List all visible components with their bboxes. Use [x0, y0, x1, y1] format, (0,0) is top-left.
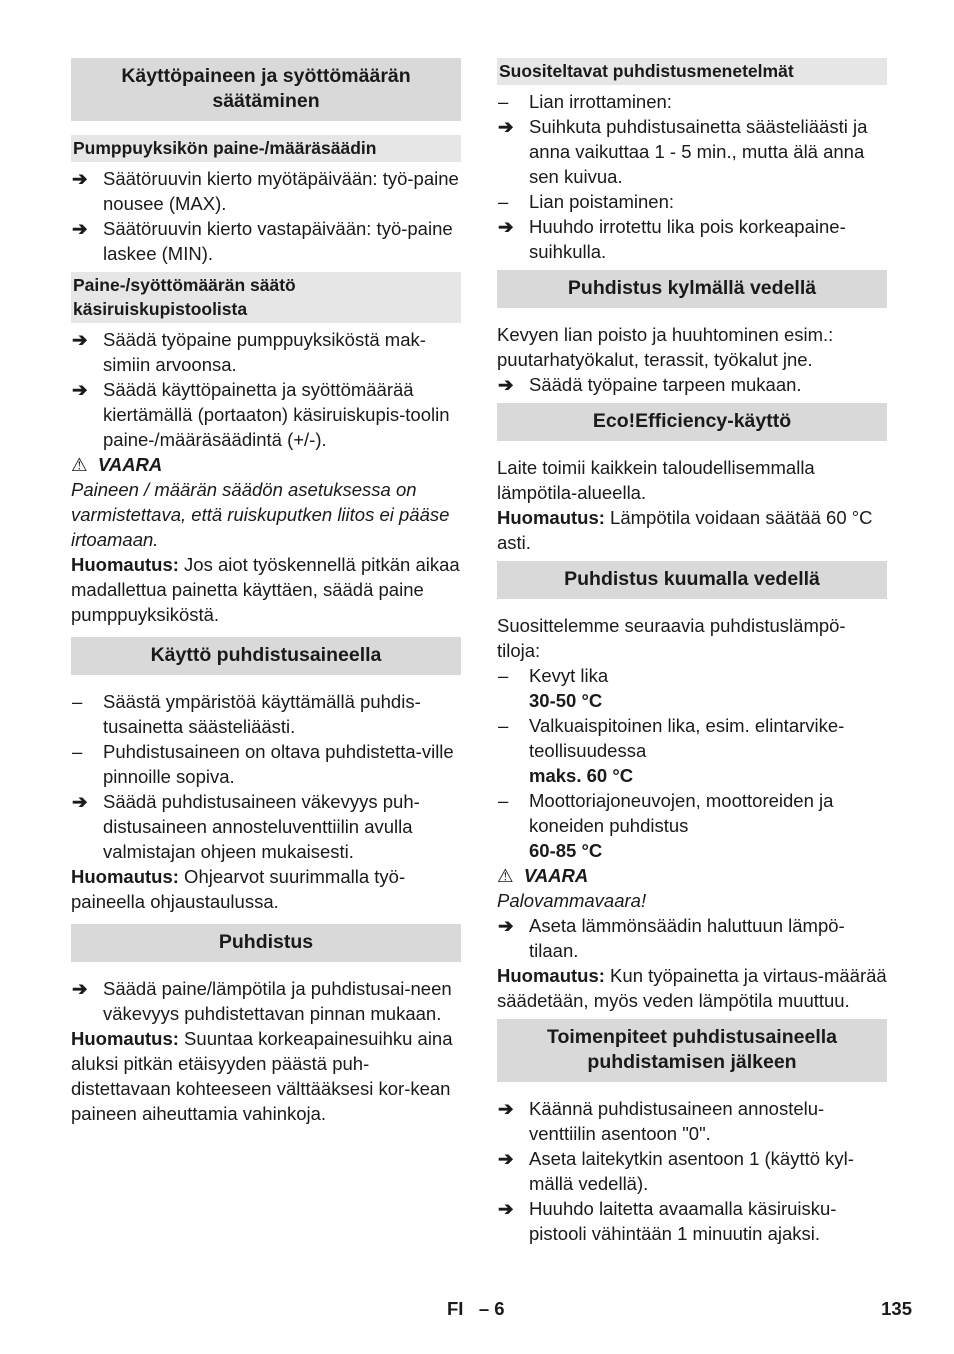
arrow-icon: ➔ — [72, 329, 88, 350]
list-item: ➔ Säädä paine/lämpötila ja puhdistusai-neen väkevyys puhdistettavan pinnan mukaan. — [72, 978, 452, 1024]
list-item: ➔ Säädä työpaine tarpeen mukaan. — [498, 374, 802, 395]
list-item: ➔ Suihkuta puhdistusainetta säästeliäästi ja anna vaikuttaa 1 - 5 min., mutta älä anna sen kuivua. — [498, 116, 868, 187]
arrow-icon: ➔ — [498, 116, 514, 137]
temperature-value: 30-50 °C — [529, 690, 603, 711]
note: Huomautus: Suuntaa korkeapainesuihku aina aluksi pitkän etäisyyden päästä puh-distettavaan kohteeseen välttääksesi kor-kean paineen aiheuttamia vahinkoja. — [71, 1028, 453, 1124]
list-item: ➔ Käännä puhdistusaineen annostelu-venttiilin asentoon "0". — [498, 1098, 825, 1144]
list-item: – Valkuaispitoinen lika, esim. elintarvike-teollisuudessa maks. 60 °C — [497, 713, 887, 788]
dash-marker: – — [498, 191, 509, 212]
warning-text: Paineen / määrän säädön asetuksessa on varmistettava, että ruiskuputken liitos ei pääse irtoamaan. — [71, 479, 450, 550]
arrow-icon: ➔ — [72, 168, 88, 189]
footer-language-page: FI – 6 — [447, 1298, 505, 1319]
list-item: – Puhdistusaineen on oltava puhdistetta-ville pinnoille sopiva. — [72, 741, 454, 787]
arrow-icon: ➔ — [72, 218, 88, 239]
list-item: ➔ Säätöruuvin kierto myötäpäivään: työ-paine nousee (MAX). — [72, 168, 459, 214]
paragraph: Laite toimii kaikkein taloudellisemmalla lämpötila-alueella. — [497, 457, 815, 503]
section-heading: Puhdistus kuumalla vedellä — [497, 561, 887, 599]
arrow-icon: ➔ — [498, 216, 514, 237]
list-item: ➔ Säätöruuvin kierto vastapäivään: työ-paine laskee (MIN). — [72, 218, 453, 264]
temperature-value: maks. 60 °C — [529, 765, 634, 786]
section-heading: Käyttöpaineen ja syöttömäärän säätäminen — [71, 58, 461, 121]
list-item: ➔ Aseta laitekytkin asentoon 1 (käyttö kyl-mällä vedellä). — [498, 1148, 854, 1194]
arrow-icon: ➔ — [72, 791, 88, 812]
dash-marker: – — [72, 741, 83, 762]
list-item: – Säästä ympäristöä käyttämällä puhdis-tusainetta säästeliäästi. — [72, 691, 421, 737]
right-column — [497, 58, 887, 1246]
section-heading: Käyttö puhdistusaineella — [71, 637, 461, 675]
section-heading: Toimenpiteet puhdistusaineella puhdistamisen jälkeen — [497, 1019, 887, 1082]
subsection-heading: Pumppuyksikön paine-/määräsäädin — [71, 135, 461, 162]
subsection-heading: Paine-/syöttömäärän säätö käsiruiskupistoolista — [71, 272, 461, 323]
subsection-heading: Suositeltavat puhdistusmenetelmät — [497, 58, 887, 85]
dash-marker: – — [498, 715, 509, 736]
dash-marker: – — [72, 691, 83, 712]
warning-label: ⚠ VAARA — [71, 454, 163, 475]
list-item: ➔ Säädä puhdistusaineen väkevyys puh-distusaineen annosteluventtiilin avulla valmistajan ohjeen mukaisesti. — [72, 791, 420, 862]
paragraph: Kevyen lian poisto ja huuhtominen esim.: puutarhatyökalut, terassit, työkalut jne. — [497, 324, 834, 370]
left-column — [71, 58, 461, 1126]
warning-triangle-icon: ⚠ — [71, 454, 88, 475]
note: Huomautus: Jos aiot työskennellä pitkän aikaa madallettua painetta käyttäen, säädä paine pumppuyksiköstä. — [71, 554, 460, 625]
list-item: – Kevyt lika 30-50 °C — [497, 663, 887, 713]
temperature-value: 60-85 °C — [529, 840, 603, 861]
list-item: ➔ Säädä työpaine pumppuyksiköstä mak-simiin arvoonsa. — [72, 329, 426, 375]
warning-triangle-icon: ⚠ — [497, 865, 514, 886]
list-item: ➔ Aseta lämmönsäädin haluttuun lämpö-tilaan. — [498, 915, 845, 961]
arrow-icon: ➔ — [498, 374, 514, 395]
section-heading: Puhdistus kylmällä vedellä — [497, 270, 887, 308]
dash-marker: – — [498, 91, 509, 112]
arrow-icon: ➔ — [498, 1098, 514, 1119]
list-item: ➔ Huuhdo irrotettu lika pois korkeapaine-suihkulla. — [498, 216, 846, 262]
note: Huomautus: Kun työpainetta ja virtaus-määrää säädetään, myös veden lämpötila muuttuu. — [497, 965, 887, 1011]
list-item: ➔ Säädä käyttöpainetta ja syöttömäärää kiertämällä (portaaton) käsiruiskupis-toolin paine-/määräsäädintä (+/-). — [72, 379, 450, 450]
arrow-icon: ➔ — [498, 1148, 514, 1169]
section-heading: Puhdistus — [71, 924, 461, 962]
arrow-icon: ➔ — [498, 1198, 514, 1219]
arrow-icon: ➔ — [498, 915, 514, 936]
dash-marker: – — [498, 790, 509, 811]
warning-label: ⚠ VAARA — [497, 865, 589, 886]
note: Huomautus: Ohjearvot suurimmalla työ-paineella ohjaustaulussa. — [71, 866, 406, 912]
dash-marker: – — [498, 665, 509, 686]
arrow-icon: ➔ — [72, 379, 88, 400]
arrow-icon: ➔ — [72, 978, 88, 999]
list-item: – Lian poistaminen: — [498, 191, 675, 212]
list-item: ➔ Huuhdo laitetta avaamalla käsiruisku-pistooli vähintään 1 minuutin ajaksi. — [498, 1198, 837, 1244]
section-heading: Eco!Efficiency-käyttö — [497, 403, 887, 441]
list-item: – Lian irrottaminen: — [498, 91, 672, 112]
page-number: 135 — [881, 1298, 912, 1319]
note: Huomautus: Lämpötila voidaan säätää 60 °C asti. — [497, 507, 873, 553]
list-item: – Moottoriajoneuvojen, moottoreiden ja koneiden puhdistus 60-85 °C — [497, 788, 887, 863]
paragraph: Suosittelemme seuraavia puhdistuslämpö-tiloja: — [497, 615, 846, 661]
warning-text: Palovammavaara! — [497, 890, 647, 911]
